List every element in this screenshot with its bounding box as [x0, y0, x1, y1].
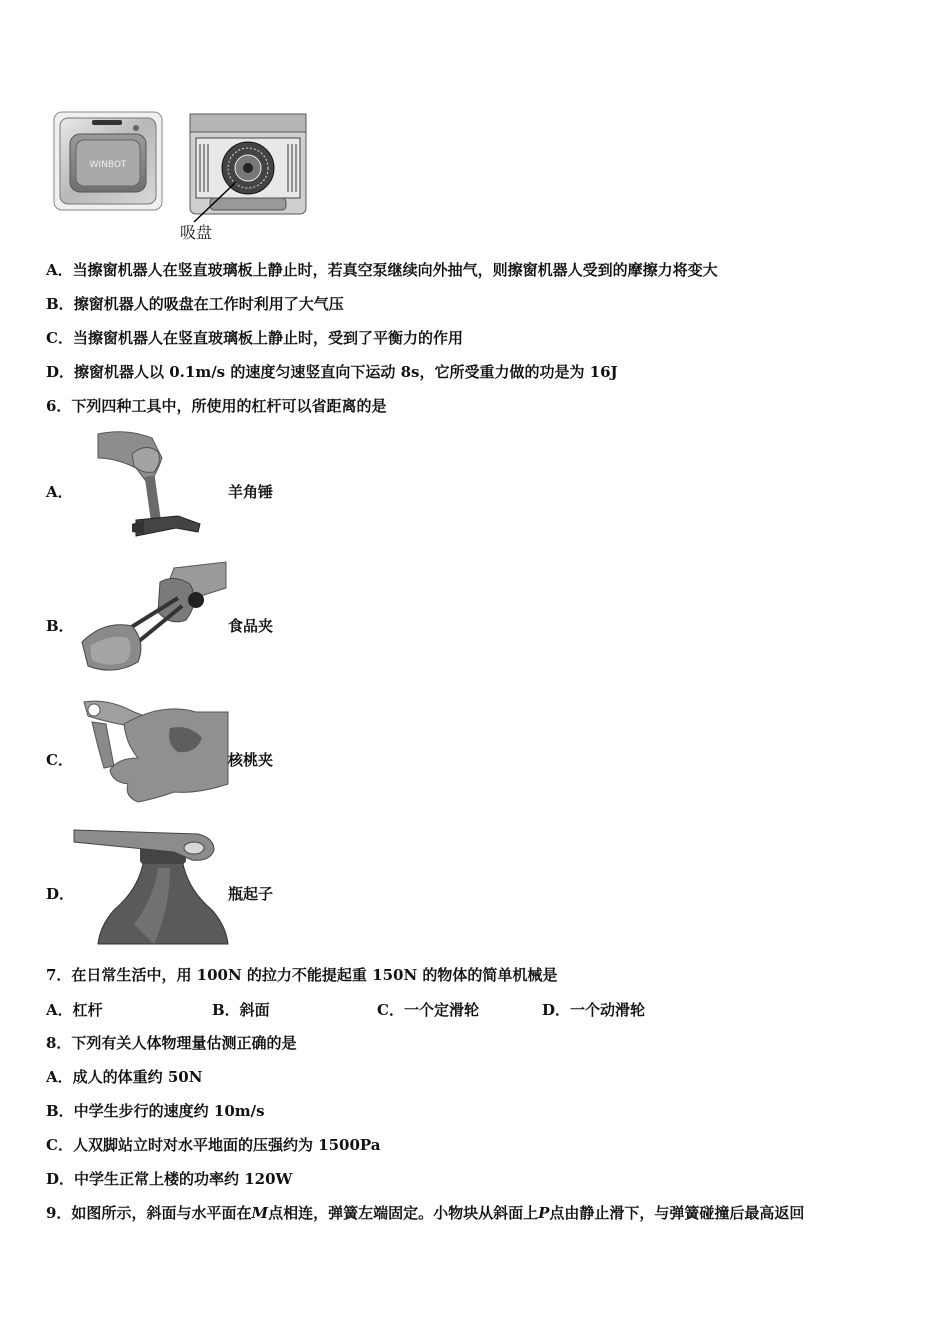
q6-option-b-name: 食品夹 [228, 617, 274, 635]
q8-option-b: B．中学生步行的速度约 10m/s [46, 1102, 265, 1120]
q7-stem: 7．在日常生活中，用 100N 的拉力不能提起重 150N 的物体的简单机械是 [46, 966, 558, 984]
q5-option-b-text: 擦窗机器人的吸盘在工作时利用了大气压 [73, 295, 344, 313]
robot-front-image [52, 110, 164, 212]
q6-option-b-label: B． [46, 617, 74, 635]
q5-option-a [46, 260, 718, 280]
claw-hammer-image [96, 428, 210, 544]
nutcracker-image [78, 698, 228, 808]
q6-option-c-label: C． [46, 751, 73, 769]
q6-option-d-name: 瓶起子 [228, 885, 274, 903]
q8-option-a: A．成人的体重约 50N [46, 1068, 203, 1086]
q9-var-p: P [538, 1204, 550, 1222]
q9-text-1: 9．如图所示，斜面与水平面在 [46, 1204, 252, 1222]
q6-option-a-name: 羊角锤 [228, 483, 274, 501]
q8-option-c: C．人双脚站立时对水平地面的压强约为 1500Pa [46, 1136, 381, 1154]
robot-logo-text: WINBOT [89, 160, 127, 170]
q6-option-d-label: D． [46, 885, 75, 903]
q7-option-b: B．斜面 [212, 1001, 270, 1019]
q5-option-c [46, 328, 463, 348]
q6-option-a-label: A． [46, 483, 73, 501]
q5-option-a-text: 当擦窗机器人在竖直玻璃板上静止时，若真空泵继续向外抽气，则擦窗机器人受到的摩擦力将变大 [72, 261, 718, 279]
q5-option-b-label: B． [46, 295, 74, 313]
q5-option-c-text: 当擦窗机器人在竖直玻璃板上静止时，受到了平衡力的作用 [72, 329, 463, 347]
q7-option-c: C．一个定滑轮 [377, 1001, 479, 1019]
q6-option-c-name: 核桃夹 [228, 751, 274, 769]
q5-option-d [46, 362, 618, 382]
q9-stem [46, 1203, 804, 1223]
q8-option-d: D．中学生正常上楼的功率约 120W [46, 1170, 293, 1188]
q8-stem: 8．下列有关人体物理量估测正确的是 [46, 1034, 297, 1052]
q9-var-m: M [251, 1204, 269, 1222]
q5-option-c-label: C． [46, 329, 73, 347]
suction-cup-label: 吸盘 [180, 223, 213, 242]
q5-option-b [46, 294, 344, 314]
q9-text-2: 点相连，弹簧左端固定。小物块从斜面上 [268, 1204, 539, 1222]
q5-option-d-text: 擦窗机器人以 0.1m/s 的速度匀速竖直向下运动 8s，它所受重力做的功是为 16J [74, 363, 618, 381]
q7-option-a: A．杠杆 [46, 1001, 103, 1019]
q7-option-d: D．一个动滑轮 [542, 1001, 646, 1019]
food-tongs-image [74, 562, 228, 678]
q5-option-d-label: D． [46, 363, 75, 381]
q5-option-a-label: A． [46, 261, 73, 279]
q9-text-3: 点由静止滑下，与弹簧碰撞后最高返回 [549, 1204, 805, 1222]
bottle-opener-image [74, 828, 228, 944]
q6-stem: 6．下列四种工具中，所使用的杠杆可以省距离的是 [46, 397, 387, 415]
robot-back-image [180, 110, 310, 242]
